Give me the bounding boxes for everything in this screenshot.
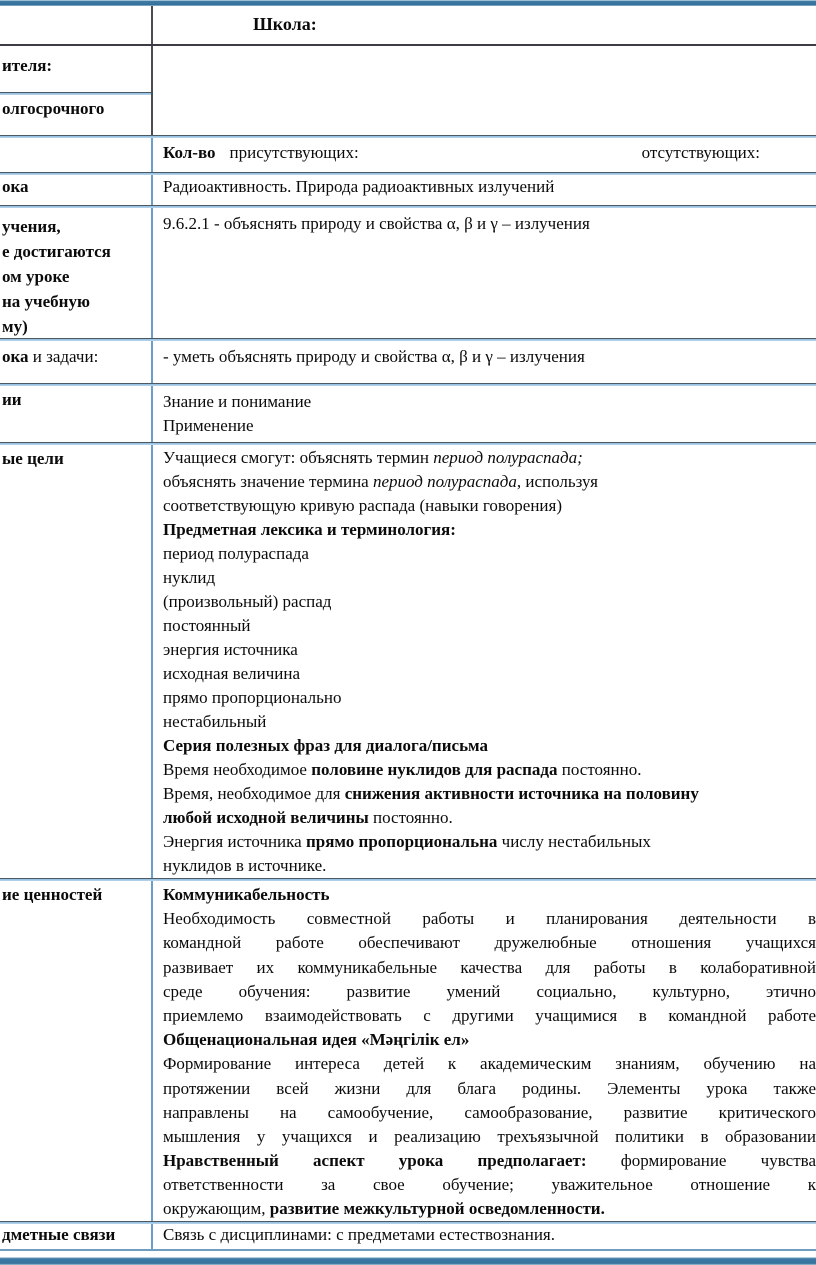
text-segment: Предметная лексика и терминология: — [163, 520, 456, 539]
text-segment: е достигаются — [2, 242, 111, 261]
lesson-goals-label — [0, 341, 153, 383]
text-segment: Применение — [163, 416, 254, 435]
assessment-criteria-values — [153, 386, 816, 442]
bottom-border-band — [0, 1257, 816, 1265]
text-line — [163, 956, 816, 980]
learning-objectives-label — [0, 208, 153, 338]
text-line — [163, 590, 816, 614]
text-line — [163, 1197, 816, 1221]
text-line — [163, 1052, 816, 1076]
text-line — [163, 1004, 816, 1028]
language-objectives-content — [153, 445, 816, 878]
attendance-row — [153, 138, 816, 172]
text-segment: формирование чувства — [586, 1151, 816, 1171]
text-segment: объяснять значение термина — [163, 472, 373, 491]
text-line — [163, 518, 816, 542]
text-line — [163, 470, 816, 494]
text-segment: период полураспада — [163, 544, 309, 563]
text-line — [163, 1149, 816, 1173]
school-row-left-cell — [0, 6, 153, 44]
text-segment: нуклид — [163, 568, 216, 587]
text-line — [163, 854, 816, 878]
assessment-criteria-label-fragment: ии — [0, 386, 153, 442]
text-line — [163, 830, 816, 854]
values-content — [153, 881, 816, 1221]
text-line — [163, 662, 816, 686]
text-segment: развитие межкультурной осведомленности. — [269, 1199, 605, 1219]
lesson-topic-label-fragment: ока — [0, 175, 153, 205]
text-line — [163, 638, 816, 662]
school-label: Школа: — [253, 14, 317, 34]
text-segment: период полураспада; — [433, 448, 583, 467]
text-line — [163, 686, 816, 710]
teacher-label-fragment: ителя: — [0, 46, 153, 92]
text-line — [163, 883, 816, 907]
text-line — [163, 566, 816, 590]
text-segment: Формирование интереса детей к академическим знаниям, обучению на — [163, 1054, 816, 1074]
text-line — [2, 314, 151, 338]
text-line — [163, 1173, 816, 1197]
text-segment: снижения активности источника на половину — [344, 784, 699, 803]
text-line — [163, 907, 816, 931]
text-segment: нуклидов в источнике. — [163, 856, 327, 875]
text-line — [2, 347, 151, 367]
learning-objective-value: 9.6.2.1 - объяснять природу и свойства α, β и γ – излучения — [163, 214, 590, 233]
cross-subject-label-fragment: дметные связи — [0, 1224, 153, 1249]
text-segment: числу нестабильных — [497, 832, 651, 851]
text-segment: Учащиеся смогут: объяснять термин — [163, 448, 434, 467]
text-segment: прямо пропорционально — [163, 688, 342, 707]
text-segment: учения, — [2, 217, 61, 236]
cross-subject-value: Связь с дисциплинами: с предметами естествознания. — [163, 1225, 555, 1244]
text-segment: Время необходимое — [163, 760, 312, 779]
text-line — [2, 239, 151, 264]
text-line — [163, 806, 816, 830]
text-segment: период полураспада — [372, 472, 517, 491]
longterm-plan-label-fragment: олгосрочного — [0, 95, 153, 135]
text-line — [163, 414, 816, 438]
text-segment: энергия источника — [163, 640, 298, 659]
values-instilling-label-fragment: ие ценностей — [0, 881, 153, 1221]
teacher-school-merged-cell — [153, 46, 816, 135]
text-segment: Общенациональная идея «Мәңгілік ел» — [163, 1030, 470, 1050]
text-segment: командной работе обеспечивают дружелюбные отношения учащихся — [163, 933, 816, 953]
text-segment: Нравственный аспект урока предполагает: — [163, 1151, 587, 1171]
kolvo-label: Кол-во — [163, 143, 216, 162]
lesson-topic-value: Радиоактивность. Природа радиоактивных излучений — [163, 177, 555, 196]
text-line — [163, 980, 816, 1004]
lesson-goals-value: - уметь объяснять природу и свойства α, β и γ – излучения — [163, 347, 585, 366]
text-segment: мышления у учащихся и реализацию трехъязычной политики в образовании — [163, 1126, 816, 1146]
text-segment: окружающим, — [163, 1199, 270, 1219]
text-segment: Серия полезных фраз для диалога/письма — [163, 736, 489, 755]
text-line — [2, 264, 151, 289]
language-objectives-label-fragment: ые цели — [0, 445, 153, 878]
text-segment: исходная величина — [163, 664, 300, 683]
text-segment: , используя — [516, 472, 598, 491]
text-line — [163, 542, 816, 566]
text-segment: и задачи: — [28, 347, 99, 366]
text-segment: Необходимость совместной работы и планирования деятельности в — [163, 909, 816, 929]
text-segment: половине нуклидов для распада — [311, 760, 558, 779]
text-segment: Время, необходимое для — [163, 784, 345, 803]
text-segment: Энергия источника — [163, 832, 306, 851]
text-segment: направлены на самообучение, самообразование, развитие критического — [163, 1102, 816, 1122]
text-segment: ом уроке — [2, 267, 70, 286]
text-segment: соответствующую кривую распада (навыки говорения) — [163, 496, 562, 515]
text-line — [163, 1028, 816, 1052]
text-segment: ответственности за свое обучение; уважительное отношение к — [163, 1175, 816, 1195]
text-line — [163, 1077, 816, 1101]
text-segment: постоянно. — [368, 808, 453, 827]
text-line — [2, 289, 151, 314]
text-segment: среде обучения: развитие умений социально, культурно, этично — [163, 981, 816, 1001]
text-line — [163, 1125, 816, 1149]
absent-label: отсутствующих: — [641, 143, 760, 162]
text-segment: постоянно. — [557, 760, 642, 779]
text-line — [163, 390, 816, 414]
text-segment: протяжении всей жизни для блага родины. Элементы урока также — [163, 1078, 816, 1098]
text-line — [163, 1101, 816, 1125]
present-label: присутствующих: — [229, 143, 359, 162]
text-line — [2, 214, 151, 239]
text-segment: Коммуникабельность — [163, 885, 330, 904]
text-line — [163, 710, 816, 734]
text-line — [163, 931, 816, 955]
text-line — [163, 782, 816, 806]
text-segment: развивает их коммуникабельные качества для работы в колаборативной — [163, 957, 816, 977]
text-segment: на учебную — [2, 292, 90, 311]
text-line — [163, 614, 816, 638]
text-line — [163, 446, 816, 470]
text-segment: ока — [2, 347, 29, 366]
text-segment: постоянный — [163, 616, 251, 635]
text-line — [163, 734, 816, 758]
text-segment: нестабильный — [163, 712, 267, 731]
text-line — [163, 758, 816, 782]
text-segment: приемлемо взаимодействовать с другими учащимися в командной работе — [163, 1005, 816, 1025]
text-segment: Знание и понимание — [163, 392, 312, 411]
text-segment: му) — [2, 317, 28, 336]
text-segment: (произвольный) распад — [163, 592, 332, 611]
text-segment: любой исходной величины — [163, 808, 369, 827]
text-line — [163, 494, 816, 518]
attendance-left-cell — [0, 138, 153, 172]
text-segment: прямо пропорциональна — [305, 832, 498, 851]
